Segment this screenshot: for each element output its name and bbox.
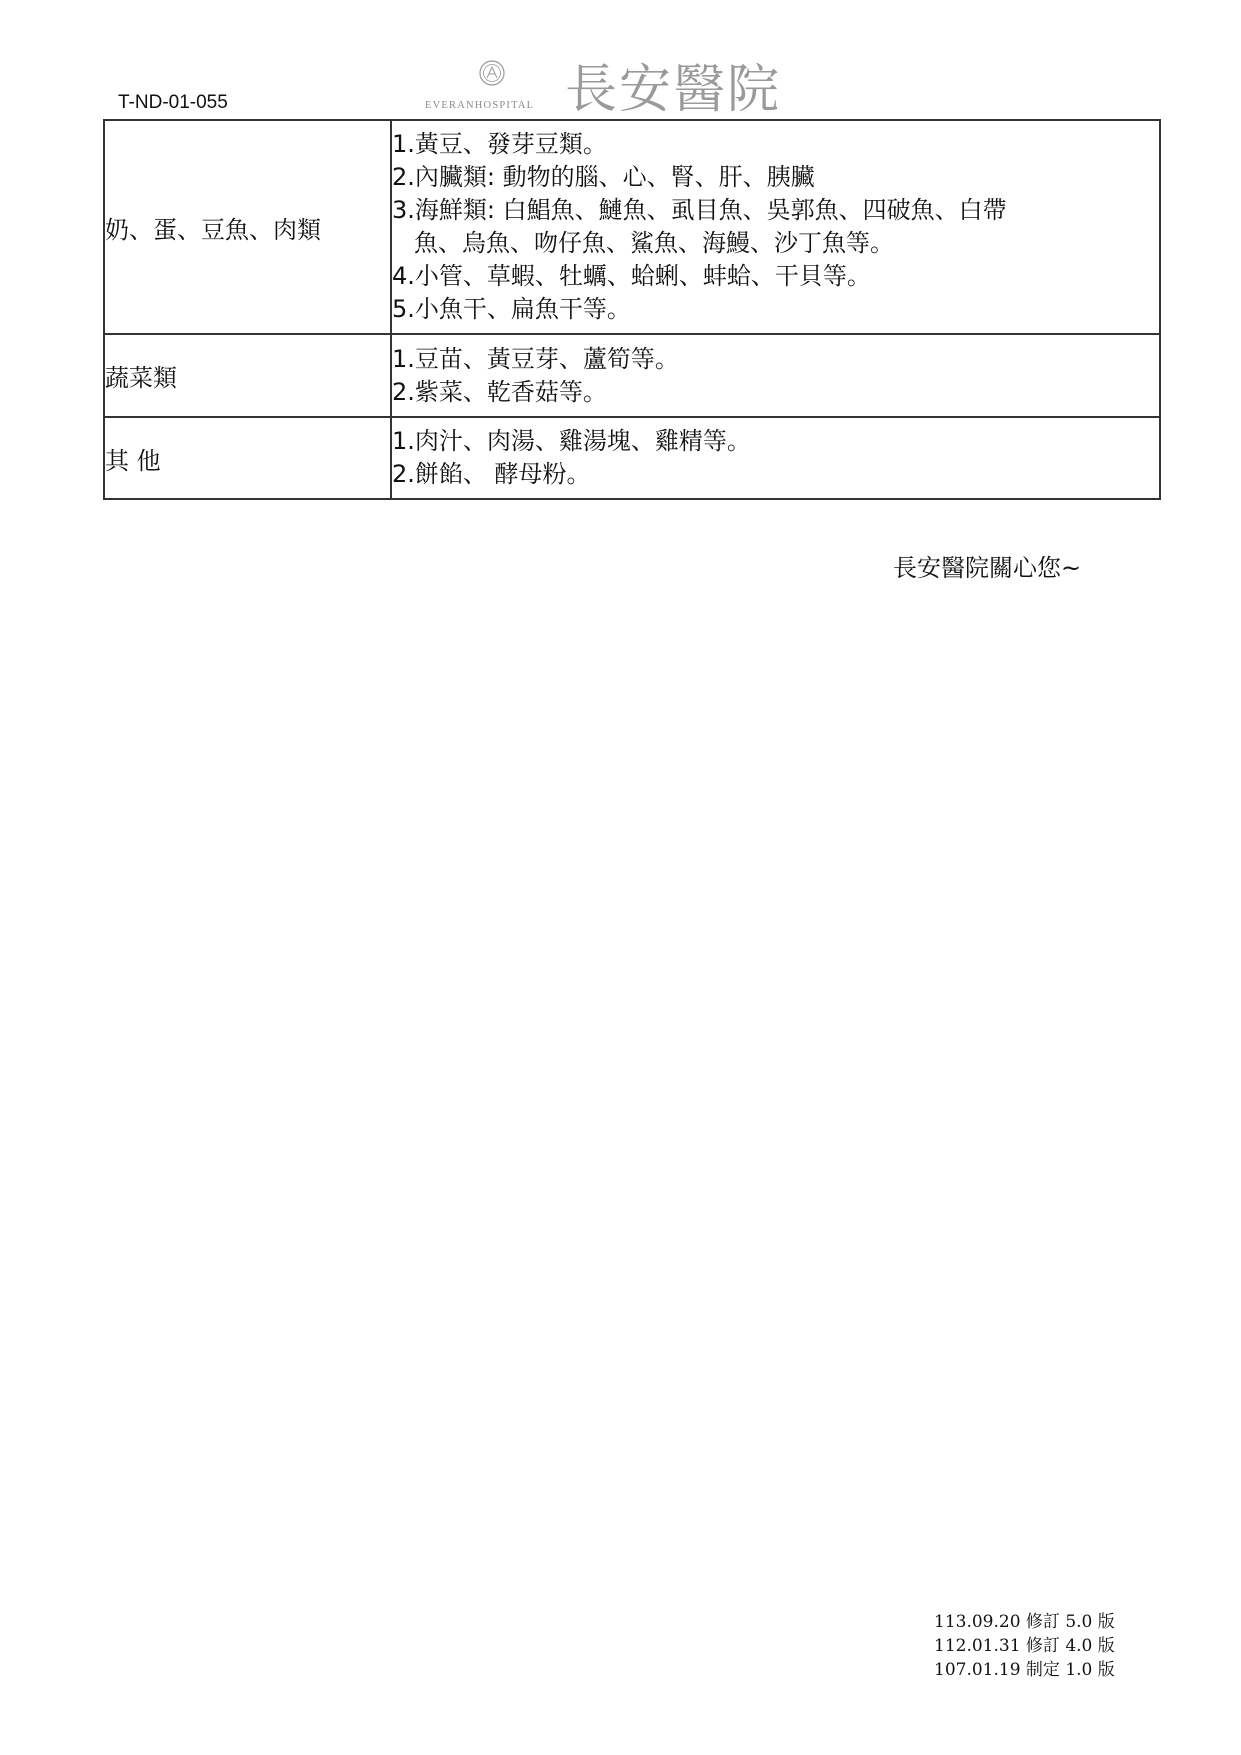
revision-line: 112.01.31 修訂 4.0 版	[934, 1636, 1115, 1656]
list-item: 3.海鮮類: 白鯧魚、鰱魚、虱目魚、吳郭魚、四破魚、白帶	[392, 196, 1007, 224]
closing-message: 長安醫院關心您~	[893, 554, 1082, 582]
table-row	[104, 417, 1160, 499]
category-cell: 奶、蛋、豆魚、肉類	[104, 120, 391, 334]
list-item: 4.小管、草蝦、牡蠣、蛤蜊、蚌蛤、干貝等。	[392, 262, 871, 290]
document-code: T-ND-01-055	[118, 92, 228, 113]
hospital-emblem-icon	[475, 58, 509, 88]
items-cell	[391, 417, 1160, 499]
revision-history	[934, 1610, 1115, 1682]
items-cell	[391, 334, 1160, 417]
items-cell	[391, 120, 1160, 334]
revision-line: 107.01.19 制定 1.0 版	[934, 1660, 1115, 1680]
list-item-continuation: 魚、烏魚、吻仔魚、鯊魚、海鰻、沙丁魚等。	[414, 229, 894, 257]
list-item: 5.小魚干、扁魚干等。	[392, 295, 631, 323]
list-item: 1.黃豆、發芽豆類。	[392, 130, 607, 158]
hospital-logo	[425, 58, 825, 122]
revision-line: 113.09.20 修訂 5.0 版	[934, 1612, 1115, 1632]
list-item: 1.豆苗、黃豆芽、蘆筍等。	[392, 344, 679, 373]
category-cell: 其 他	[104, 417, 391, 499]
list-item: 2.餅餡、 酵母粉。	[392, 460, 591, 488]
logo-chinese-name: 長安醫院	[565, 60, 782, 120]
list-item: 2.內臟類: 動物的腦、心、腎、肝、胰臟	[392, 163, 815, 191]
list-item: 1.肉汁、肉湯、雞湯塊、雞精等。	[392, 427, 751, 455]
high-purine-food-table	[103, 119, 1161, 500]
logo-english-name: EVERANHOSPITAL	[425, 100, 535, 111]
table-row	[104, 334, 1160, 417]
category-cell: 蔬菜類	[104, 334, 391, 417]
table-row	[104, 120, 1160, 334]
list-item: 2.紫菜、乾香菇等。	[392, 377, 607, 406]
